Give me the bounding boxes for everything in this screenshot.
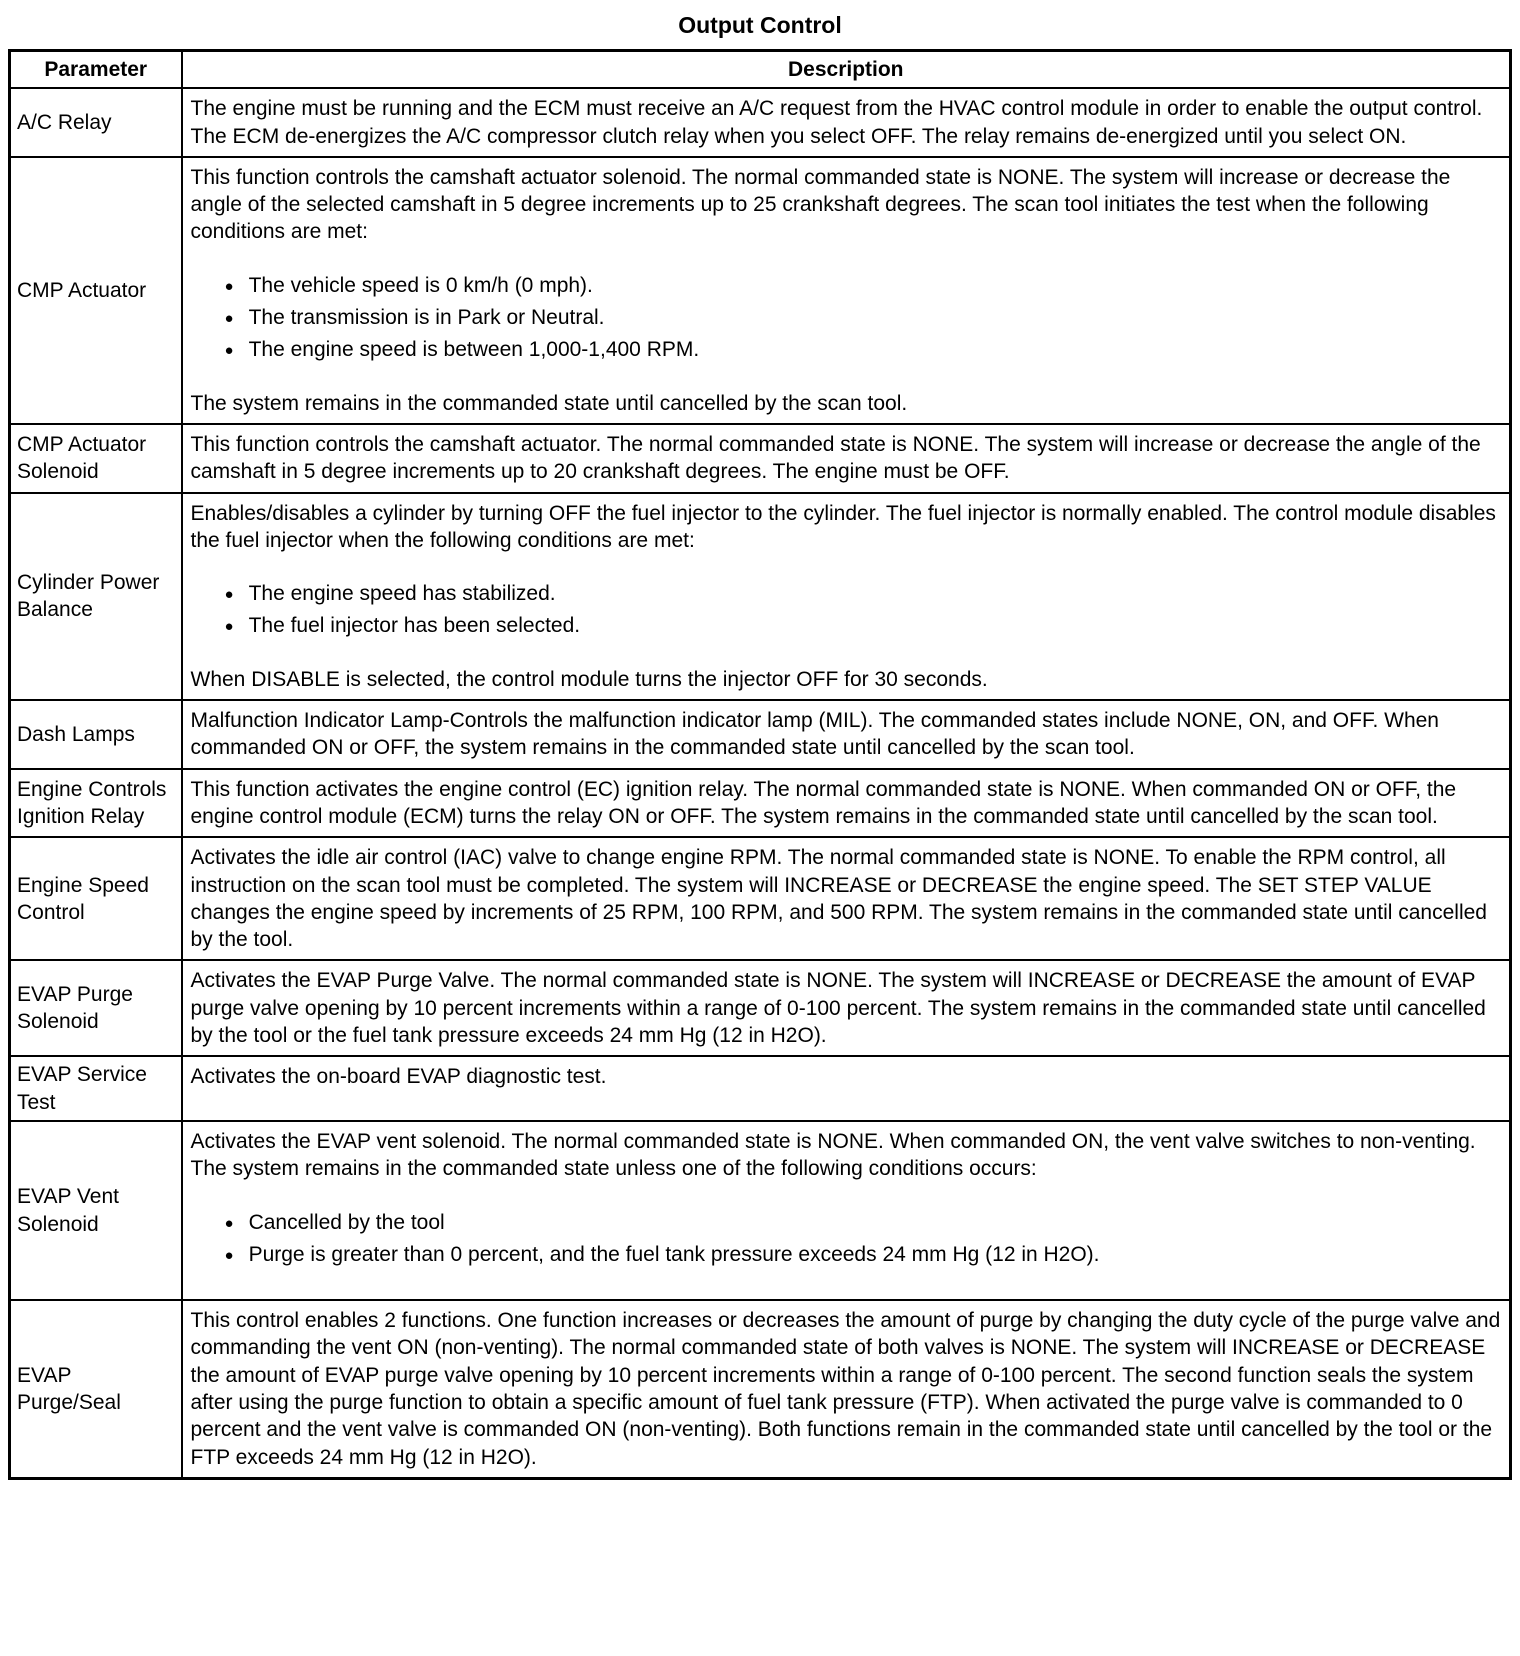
bullet-text: The vehicle speed is 0 km/h (0 mph). (248, 273, 593, 297)
bullet-list (191, 272, 1502, 364)
output-control-table (8, 49, 1512, 1480)
description-cell (182, 157, 1511, 424)
table-row (10, 88, 1511, 157)
bullet-item (225, 272, 1502, 299)
header-row (10, 51, 1511, 89)
bullet-icon: ● (224, 310, 234, 328)
description-paragraph: This function activates the engine control (EC) ignition relay. The normal commanded state is NONE. When commanded ON or OFF, the engine control module (ECM) turns the relay ON or OFF. The system remains in the commanded state until cancelled by the scan tool. (190, 777, 1457, 828)
parameter-cell: Engine Controls Ignition Relay (10, 769, 182, 838)
description-paragraph: Activates the EVAP vent solenoid. The normal commanded state is NONE. When commanded ON, the vent valve switches to non-venting. The system remains in the commanded state unless one of the following conditions occurs: (190, 1129, 1476, 1181)
bullet-text: The engine speed is between 1,000-1,400 RPM. (248, 338, 700, 362)
table-row (10, 1121, 1511, 1300)
bullet-item (225, 1241, 1502, 1268)
description-paragraph: The system remains in the commanded state until cancelled by the scan tool. (190, 391, 908, 415)
bullet-icon: ● (224, 277, 234, 295)
description-paragraph: When DISABLE is selected, the control module turns the injector OFF for 30 seconds. (190, 667, 988, 691)
parameter-cell: EVAP Service Test (10, 1056, 182, 1121)
description-cell (182, 1056, 1511, 1121)
description-paragraph: Activates the EVAP Purge Valve. The normal commanded state is NONE. The system will INCREASE or DECREASE the amount of EVAP purge valve opening by 10 percent increments within a range of 0-100 percent. The system remains in the commanded state until cancelled by the tool or the fuel tank pressure exceeds 24 mm Hg (12 in H2O). (190, 969, 1486, 1048)
description-cell (182, 769, 1511, 838)
table-row (10, 1300, 1511, 1478)
page-title: Output Control (678, 12, 842, 38)
description-paragraph: Activates the idle air control (IAC) valve to change engine RPM. The normal commanded state is NONE. To enable the RPM control, all instruction on the scan tool must be completed. The system will INCREASE or DECREASE the engine speed. The SET STEP VALUE changes the engine speed by increments of 25 RPM, 100 RPM, and 500 RPM. The system remains in the commanded state until cancelled by the tool. (190, 846, 1487, 952)
parameter-cell: Engine Speed Control (10, 837, 182, 960)
parameter-cell: Dash Lamps (10, 700, 182, 769)
description-paragraph: This control enables 2 functions. One function increases or decreases the amount of purge by changing the duty cycle of the purge valve and commanding the vent ON (non-venting). The normal commanded state of both valves is NONE. The system will INCREASE or DECREASE the amount of EVAP purge valve opening by 10 percent increments within a range of 0-100 percent. The second function seals the system after using the purge function to obtain a specific amount of fuel tank pressure (FTP). When activated the purge valve is commanded to 0 percent and the vent valve is commanded ON (non-venting). Both functions remain in the commanded state until cancelled by the tool or the FTP exceeds 24 mm Hg (12 in H2O). (190, 1309, 1501, 1469)
bullet-item (225, 612, 1502, 639)
description-cell (182, 837, 1511, 960)
parameter-cell: A/C Relay (10, 88, 182, 157)
table-row (10, 424, 1511, 493)
bullet-icon: ● (224, 1214, 234, 1232)
table-row (10, 157, 1511, 424)
description-cell (182, 1121, 1511, 1300)
bullet-icon: ● (224, 1246, 234, 1264)
bullet-text: The transmission is in Park or Neutral. (248, 306, 605, 330)
table-row (10, 769, 1511, 838)
description-paragraph: Activates the on-board EVAP diagnostic test. (190, 1065, 607, 1089)
table-row (10, 1056, 1511, 1121)
bullet-text: The engine speed has stabilized. (248, 582, 556, 606)
parameter-cell: EVAP Vent Solenoid (10, 1121, 182, 1300)
table-header (10, 51, 1511, 89)
table-row (10, 493, 1511, 700)
bullet-icon: ● (224, 618, 234, 636)
description-paragraph: This function controls the camshaft actuator solenoid. The normal commanded state is NONE. The system will increase or decrease the angle of the selected camshaft in 5 degree increments up to 25 crankshaft degrees. The scan tool initiates the test when the following conditions are met: (190, 165, 1451, 244)
description-cell (182, 700, 1511, 769)
bullet-text: The fuel injector has been selected. (248, 614, 581, 638)
description-cell (182, 88, 1511, 157)
description-cell (182, 960, 1511, 1056)
parameter-cell: EVAP Purge Solenoid (10, 960, 182, 1056)
bullet-icon: ● (224, 586, 234, 604)
description-cell (182, 424, 1511, 493)
table-row (10, 837, 1511, 960)
description-cell (182, 493, 1511, 700)
bullet-text: Purge is greater than 0 percent, and the fuel tank pressure exceeds 24 mm Hg (12 in H2O). (248, 1242, 1100, 1266)
bullet-item (225, 1209, 1502, 1236)
bullet-list (191, 1209, 1502, 1269)
table-row (10, 960, 1511, 1056)
parameter-cell: Cylinder Power Balance (10, 493, 182, 700)
description-cell (182, 1300, 1511, 1478)
bullet-text: Cancelled by the tool (248, 1210, 445, 1234)
table-row (10, 700, 1511, 769)
bullet-item (225, 336, 1502, 363)
description-paragraph: Enables/disables a cylinder by turning OFF the fuel injector to the cylinder. The fuel injector is normally enabled. The control module disables the fuel injector when the following conditions are met: (190, 501, 1496, 552)
header-description: Description (182, 51, 1511, 89)
bullet-list (191, 580, 1502, 640)
header-parameter: Parameter (10, 51, 182, 89)
description-paragraph: The engine must be running and the ECM must receive an A/C request from the HVAC control module in order to enable the output control. The ECM de-energizes the A/C compressor clutch relay when you select OFF. The relay remains de-energized until you select ON. (190, 97, 1483, 148)
parameter-cell: CMP Actuator (10, 157, 182, 424)
bullet-icon: ● (224, 342, 234, 360)
description-paragraph: This function controls the camshaft actuator. The normal commanded state is NONE. The system will increase or decrease the angle of the camshaft in 5 degree increments up to 20 crankshaft degrees. The engine must be OFF. (190, 432, 1481, 484)
table-body (10, 88, 1511, 1478)
bullet-item (225, 304, 1502, 331)
bullet-item (225, 580, 1502, 607)
description-paragraph: Malfunction Indicator Lamp-Controls the malfunction indicator lamp (MIL). The commanded states include NONE, ON, and OFF. When commanded ON or OFF, the system remains in the commanded state until cancelled by the scan tool. (190, 709, 1439, 760)
parameter-cell: CMP Actuator Solenoid (10, 424, 182, 493)
parameter-cell: EVAP Purge/Seal (10, 1300, 182, 1478)
